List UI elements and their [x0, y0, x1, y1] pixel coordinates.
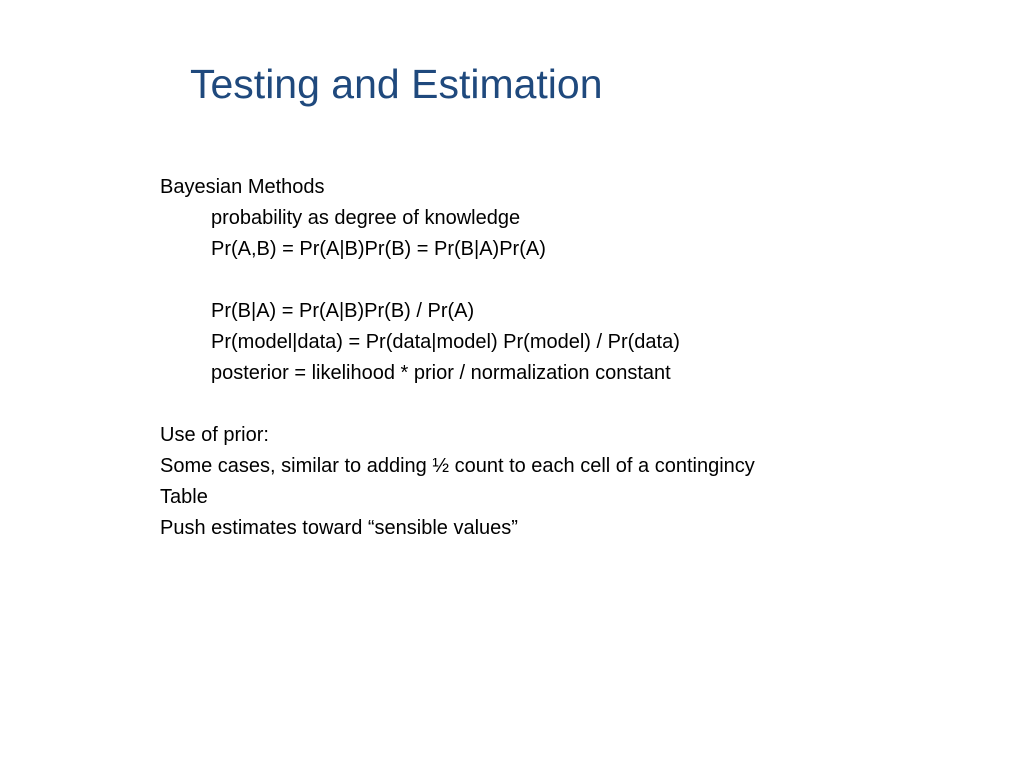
slide-title: Testing and Estimation	[190, 61, 603, 107]
prior-heading: Use of prior:	[160, 424, 269, 446]
prior-line-table: Table	[160, 486, 208, 508]
prior-line-push: Push estimates toward “sensible values”	[160, 517, 518, 539]
slide-body	[160, 172, 920, 544]
spacer	[160, 389, 920, 420]
bayesian-line-joint: Pr(A,B) = Pr(A|B)Pr(B) = Pr(B|A)Pr(A)	[211, 238, 546, 260]
bayesian-line-bayes-rule: Pr(B|A) = Pr(A|B)Pr(B) / Pr(A)	[211, 300, 475, 322]
prior-line-cases: Some cases, similar to adding ½ count to each cell of a contingincy	[160, 455, 755, 477]
bayesian-line-probability: probability as degree of knowledge	[211, 207, 521, 229]
spacer	[160, 265, 920, 296]
bayesian-line-posterior: posterior = likelihood * prior / normalization constant	[211, 362, 671, 384]
bayesian-line-model-data: Pr(model|data) = Pr(data|model) Pr(model) / Pr(data)	[211, 331, 680, 353]
bayesian-heading: Bayesian Methods	[160, 176, 325, 198]
